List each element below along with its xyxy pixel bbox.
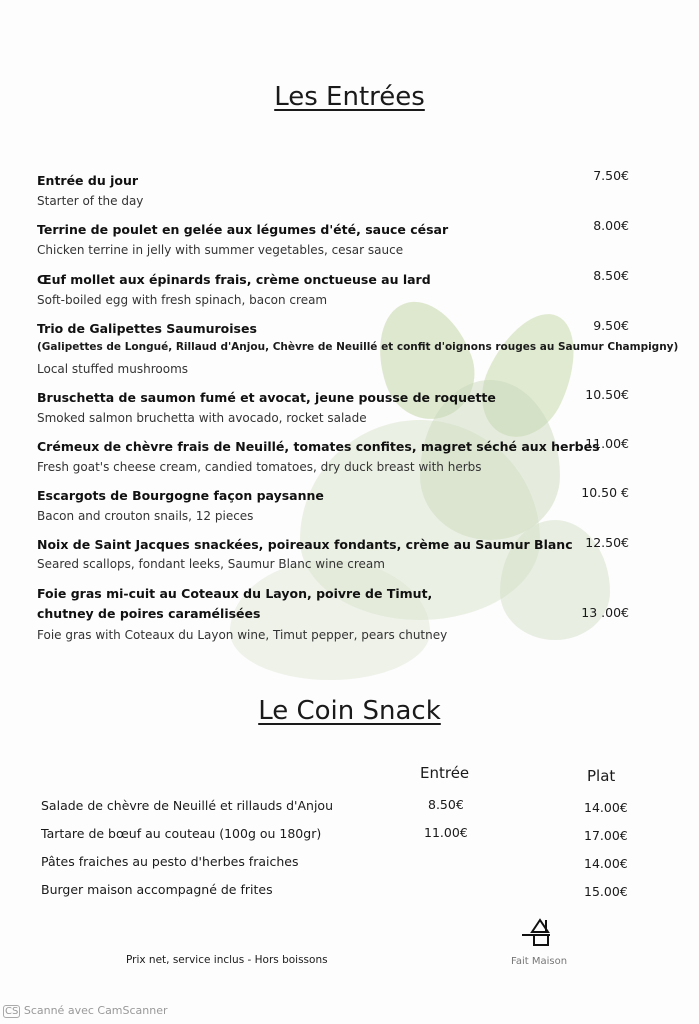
- section-title-entrees: Les Entrées: [274, 82, 425, 112]
- item-price: 9.50€: [593, 318, 629, 333]
- column-header-plat: Plat: [587, 767, 616, 785]
- item-translation: Seared scallops, fondant leeks, Saumur Blanc wine cream: [37, 557, 385, 571]
- snack-item-name: Salade de chèvre de Neuillé et rillauds d'Anjou: [41, 798, 333, 813]
- item-name: Escargots de Bourgogne façon paysanne: [37, 488, 324, 503]
- snack-item-name: Tartare de bœuf au couteau (100g ou 180gr): [41, 826, 322, 841]
- snack-item-plat-price: 15.00€: [584, 884, 628, 899]
- item-price: 11.00€: [585, 436, 629, 451]
- fait-maison-label: Fait Maison: [511, 956, 568, 967]
- item-name: Trio de Galipettes Saumuroises: [37, 321, 257, 336]
- item-name: Crémeux de chèvre frais de Neuillé, tomates confites, magret séché aux herbes: [37, 439, 600, 454]
- snack-item-entree-price: 8.50€: [428, 797, 464, 812]
- item-name: Terrine de poulet en gelée aux légumes d'été, sauce césar: [37, 222, 449, 237]
- item-translation: Chicken terrine in jelly with summer vegetables, cesar sauce: [37, 243, 404, 257]
- item-translation: Local stuffed mushrooms: [37, 362, 189, 376]
- item-price: 10.50 €: [581, 485, 629, 500]
- item-price: 13 .00€: [581, 605, 629, 620]
- snack-item-plat-price: 14.00€: [584, 800, 628, 815]
- item-translation: Bacon and crouton snails, 12 pieces: [37, 509, 254, 523]
- item-price: 8.50€: [593, 268, 629, 283]
- item-translation: Foie gras with Coteaux du Layon wine, Timut pepper, pears chutney: [37, 628, 448, 642]
- snack-item-plat-price: 17.00€: [584, 828, 628, 843]
- camscanner-watermark: [3, 1004, 168, 1018]
- item-price: 12.50€: [585, 535, 629, 550]
- item-name: Entrée du jour: [37, 173, 139, 188]
- item-name: Œuf mollet aux épinards frais, crème onctueuse au lard: [37, 272, 431, 287]
- item-note: (Galipettes de Longué, Rillaud d'Anjou, Chèvre de Neuillé et confit d'oignons rouges au Saumur Champigny): [37, 341, 679, 353]
- snack-item-name: Burger maison accompagné de frites: [41, 882, 273, 897]
- snack-item-entree-price: 11.00€: [424, 825, 468, 840]
- item-name-line2: chutney de poires caramélisées: [37, 606, 261, 621]
- item-name: Noix de Saint Jacques snackées, poireaux fondants, crème au Saumur Blanc: [37, 537, 573, 552]
- item-translation: Smoked salmon bruchetta with avocado, rocket salade: [37, 411, 367, 425]
- item-translation: Starter of the day: [37, 194, 144, 208]
- column-header-entree: Entrée: [420, 764, 470, 782]
- camscanner-logo: CS: [5, 1006, 19, 1017]
- item-price: 8.00€: [593, 218, 629, 233]
- section-title-snack: Le Coin Snack: [258, 696, 441, 726]
- price-note: Prix net, service inclus - Hors boissons: [126, 954, 328, 966]
- item-translation: Soft-boiled egg with fresh spinach, bacon cream: [37, 293, 328, 307]
- snack-item-plat-price: 14.00€: [584, 856, 628, 871]
- house-icon: [520, 917, 560, 951]
- item-price: 7.50€: [593, 168, 629, 183]
- item-name: Bruschetta de saumon fumé et avocat, jeune pousse de roquette: [37, 390, 496, 405]
- item-translation: Fresh goat's cheese cream, candied tomatoes, dry duck breast with herbs: [37, 460, 482, 474]
- item-name: Foie gras mi-cuit au Coteaux du Layon, poivre de Timut,: [37, 586, 433, 601]
- snack-item-name: Pâtes fraiches au pesto d'herbes fraiches: [41, 854, 299, 869]
- item-price: 10.50€: [585, 387, 629, 402]
- camscanner-text: Scanné avec CamScanner: [23, 1004, 168, 1017]
